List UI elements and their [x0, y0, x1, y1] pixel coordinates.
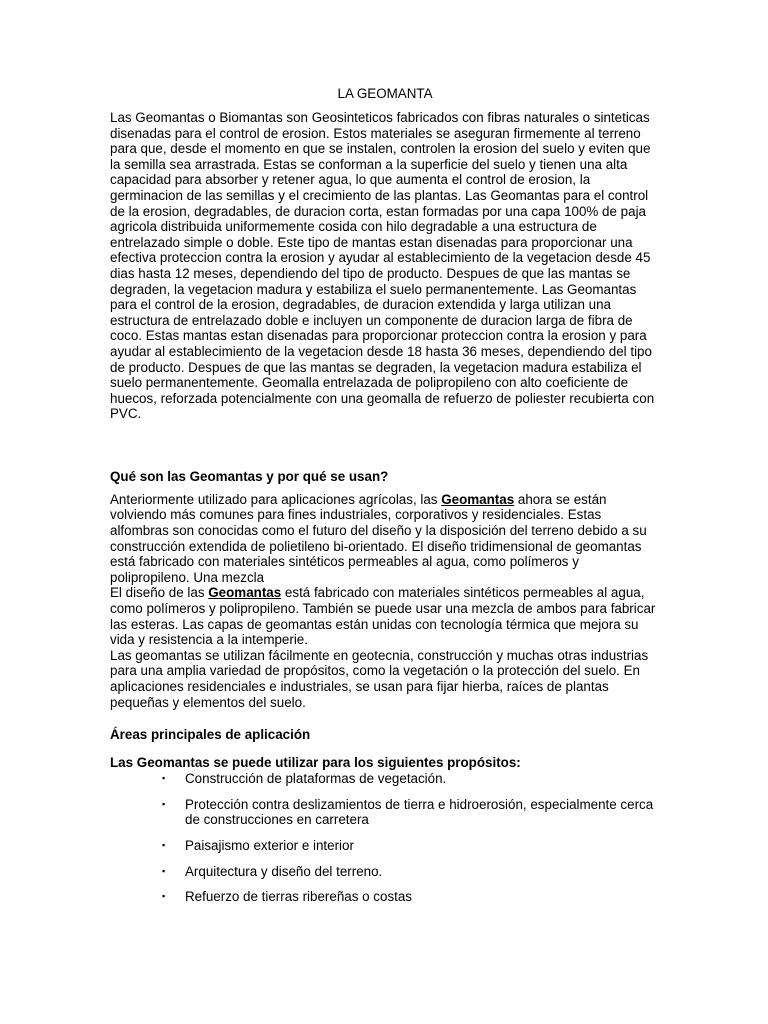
section-heading-applications: Áreas principales de aplicación [110, 727, 311, 743]
section-heading-what-are: Qué son las Geomantas y por qué se usan? [110, 468, 389, 484]
paragraph-history-text-start: Anteriormente utilizado para aplicaciones agrícolas, las [110, 491, 442, 507]
square-bullet-icon: ▪ [162, 798, 166, 809]
paragraph-design [110, 585, 660, 647]
list-item [110, 771, 660, 787]
list-item-text: Arquitectura y diseño del terreno. [185, 863, 383, 879]
list-item-text: Construcción de plataformas de vegetación. [185, 771, 447, 787]
paragraph-uses: Las geomantas se utilizan fácilmente en geotecnia, construcción y muchas otras industrias para una amplia variedad de propósitos, como la vegetación o la protección del suelo. En aplicaciones residenciales e industriales, se usan para fijar hierba, raíces de plantas pequeñas y elementos del suelo. [110, 647, 649, 710]
keyword-geomantas-link-2[interactable]: Geomantas [208, 585, 282, 601]
keyword-geomantas-link[interactable]: Geomantas [441, 491, 515, 507]
list-item [110, 838, 660, 854]
list-item-text: Protección contra deslizamientos de tierra e hidroerosión, especialmente cerca de construcciones en carretera [185, 796, 654, 828]
list-item [110, 889, 660, 905]
square-bullet-icon: ▪ [162, 891, 166, 902]
document-title: LA GEOMANTA [337, 86, 433, 101]
section-subheading-purposes: Las Geomantas se puede utilizar para los siguientes propósitos: [110, 755, 521, 771]
paragraph-history [110, 492, 660, 586]
section-body-what-are [110, 492, 660, 710]
purposes-list [110, 771, 660, 905]
intro-paragraph: Las Geomantas o Biomantas son Geosinteticos fabricados con fibras naturales o sinteticas disenadas para el control de erosion. Estos materiales se aseguran firmemente al terreno para que, desde el momento en que se instalen, controlen la erosion del suelo y eviten que la semilla sea arrastrada. Estas se conforman a la superficie del suelo y tienen una alta capacidad para absorber y retener agua, lo que aumenta el control de erosion, la germinacion de las semillas y el crecimiento de las plantas. Las Geomantas para el control de la erosion, degradables, de duracion corta, estan formadas por una capa 100% de paja agricola distribuida uniformemente cosida con hilo degradable a una estructura de entrelazado simple o doble. Este tipo de mantas estan disenadas para proporcionar una efectiva proteccion contra la erosion y ayudar al establecimiento de la vegetacion desde 45 dias hasta 12 meses, dependiendo del tipo de producto. Despues de que las mantas se degraden, la vegetacion madura y estabiliza el suelo permanentemente. Las Geomantas para el control de la erosion, degradables, de duracion extendida y larga utilizan una estructura de entrelazado doble e incluyen un componente de duracion larga de fibra de coco. Estas mantas estan disenadas para proporcionar proteccion contra la erosion y para ayudar al establecimiento de la vegetacion desde 18 hasta 36 meses, dependiendo del tipo de producto. Despues de que las mantas se degraden, la vegetacion madura estabiliza el suelo permanentemente. Geomalla entrelazada de polipropileno con alto coeficiente de huecos, reforzada potencialmente con una geomalla de refuerzo de poliester recubierta con PVC. [110, 110, 655, 422]
square-bullet-icon: ▪ [162, 839, 166, 850]
square-bullet-icon: ▪ [162, 773, 166, 784]
list-item-text: Refuerzo de tierras ribereñas o costas [185, 889, 413, 905]
list-item [110, 797, 660, 828]
list-item [110, 864, 660, 880]
paragraph-design-text-end: está fabricado con materiales sintéticos permeables al agua, como polímeros y polipropileno. También se puede usar una mezcla de ambos para fabricar las esteras. Las capas de geomantas están unidas con tecnología térmica que mejora su vida y resistencia a la intemperie. [110, 585, 656, 648]
paragraph-design-text-start: El diseño de las [110, 585, 209, 601]
paragraph-history-text-end: ahora se están volviendo más comunes para fines industriales, corporativos y residenciales. Estas alfombras son conocidas como el futuro del diseño y la disposición del terreno debido a su construcción extendida de polietileno bi-orientado. El diseño tridimensional de geomantas está fabricado con materiales sintéticos permeables al agua, como polímeros y polipropileno. Una mezcla [110, 491, 647, 585]
list-item-text: Paisajismo exterior e interior [185, 837, 354, 853]
square-bullet-icon: ▪ [162, 865, 166, 876]
